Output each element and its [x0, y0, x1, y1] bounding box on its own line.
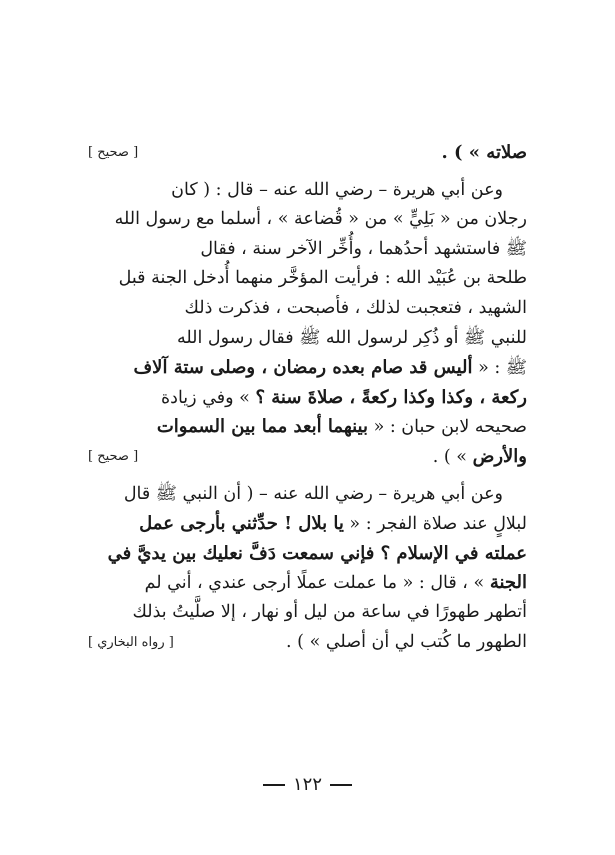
text-line [88, 138, 527, 168]
text-line [88, 598, 527, 628]
hadith-quote: بينهما أبعد مما بين السموات [156, 416, 368, 438]
text-line [88, 509, 527, 539]
text-fragment: ﷺ : « [478, 358, 527, 379]
text-fragment: وعن أبي هريرة – رضي الله عنه – ( أن النبي ﷺ قال [123, 483, 503, 504]
text-line [88, 539, 527, 569]
text-line [88, 480, 527, 510]
text-fragment: الطهور ما كُتب لي أن أصلي » ) . [286, 631, 527, 652]
text-line [88, 176, 527, 206]
text-fragment [161, 383, 527, 413]
text-fragment: صلاته » ) . [441, 142, 527, 163]
text-fragment [433, 442, 527, 472]
text-line [88, 235, 527, 265]
text-fragment: وعن أبي هريرة – رضي الله عنه – قال : ( كان [171, 179, 503, 200]
text-fragment: » ، قال : « ما عملت عملًا أرجى عندي ، أني لم [144, 573, 485, 594]
source-note: [ رواه البخاري ] [88, 634, 174, 650]
text-fragment [139, 509, 527, 539]
hadith-quote: عملته في الإسلام ؟ فإني سمعت دَفَّ نعليك بين يديَّ في [107, 542, 527, 564]
text-fragment: رجلان من « بَلِيٍّ » من « قُضاعة » ، أسلما مع رسول الله [114, 209, 527, 230]
grading-note: [ صحيح ] [88, 448, 139, 464]
text-line [88, 205, 527, 235]
hadith-quote: أليس قد صام بعده رمضان ، وصلى ستة آلاف [133, 357, 473, 379]
text-line [88, 264, 527, 294]
text-fragment: الشهيد ، فتعجبت لذلك ، فأصبحت ، فذكرت ذلك [184, 297, 527, 318]
text-line [88, 324, 527, 354]
hadith-quote: يا بلال ! حدِّثني بأرجى عمل [139, 513, 344, 535]
text-line [88, 294, 527, 324]
dash-decoration [330, 784, 352, 786]
text-fragment [157, 412, 527, 442]
text-fragment: لبلالٍ عند صلاة الفجر : « [349, 514, 527, 535]
text-fragment: صحيحه لابن حبان : « [373, 417, 527, 438]
hadith-quote: والأرض [472, 445, 527, 467]
text-line [88, 628, 527, 658]
text-fragment [134, 353, 527, 383]
text-line [88, 568, 527, 598]
text-fragment: طلحة بن عُبَيْد الله : فرأيت المؤخَّر منهما أُدخل الجنة قبل [118, 268, 527, 289]
text-line [88, 353, 527, 383]
text-fragment: » وفي زيادة [161, 387, 250, 408]
text-line [88, 442, 527, 472]
grading-note: [ صحيح ] [88, 145, 139, 160]
text-line [88, 383, 527, 413]
dash-decoration [263, 784, 285, 786]
text-fragment: أتطهر طهورًا في ساعة من ليل أو نهار ، إلا صلَّيتُ بذلك [132, 601, 527, 622]
text-line [88, 412, 527, 442]
hadith-quote: ركعة ، وكذا وكذا ركعةً ، صلاةَ سنة ؟ [255, 386, 527, 408]
page-footer [0, 774, 615, 795]
text-fragment: للنبي ﷺ أو ذُكِر لرسول الله ﷺ فقال رسول الله [177, 327, 527, 348]
hadith-quote: الجنة [489, 572, 527, 594]
text-fragment: » ) . [432, 446, 467, 467]
text-fragment: ﷺ فاستشهد أحدُهما ، وأُخِّر الآخر سنة ، فقال [200, 238, 527, 259]
text-fragment [145, 568, 527, 598]
page-number: ١٢٢ [292, 774, 322, 795]
